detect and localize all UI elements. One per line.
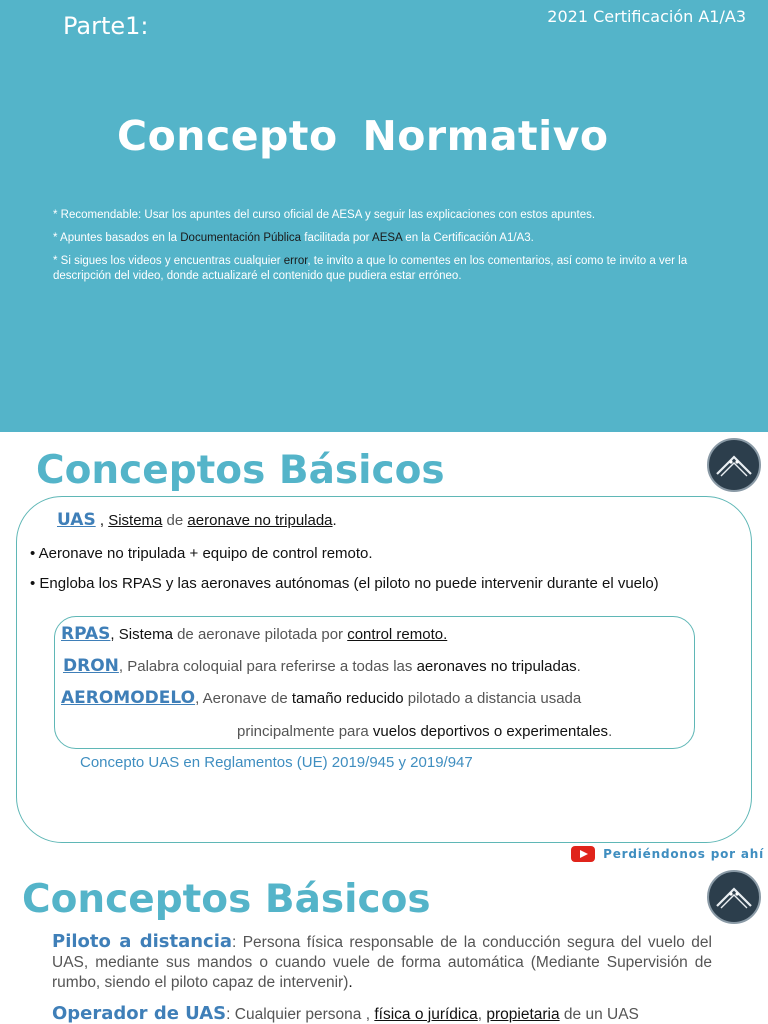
text: vuelos deportivos o experimentales xyxy=(372,723,609,740)
text: aeronave no tripulada xyxy=(187,512,333,529)
note-highlight: AESA xyxy=(372,232,403,244)
rpas-definition xyxy=(61,624,447,644)
aeromodelo-definition-cont xyxy=(237,723,612,740)
regulation-reference: Concepto UAS en Reglamentos (UE) 2019/945 y 2019/947 xyxy=(80,754,473,771)
notes xyxy=(53,208,743,292)
slide-title: Concepto Normativo xyxy=(117,112,609,160)
slide-concepto-normativo xyxy=(0,0,768,432)
bullet-item: • Aeronave no tripulada + equipo de control remoto. xyxy=(30,545,373,562)
slide-conceptos-basicos-2 xyxy=(0,868,768,1024)
text: , xyxy=(110,626,119,643)
text: control remoto. xyxy=(347,626,448,643)
text: , Aeronave de xyxy=(195,690,292,707)
note-highlight: Documentación Pública xyxy=(180,232,302,244)
rpas-term: RPAS xyxy=(61,624,111,644)
text: aeronaves no tripuladas xyxy=(416,658,577,675)
text: tamaño reducido xyxy=(291,690,404,707)
piloto-definition xyxy=(52,932,712,993)
dron-definition xyxy=(63,656,581,676)
slide-title: Conceptos Básicos xyxy=(22,877,431,922)
text: . xyxy=(576,658,581,675)
note-text: * Apuntes basados en la xyxy=(53,232,181,244)
part-label: Parte1: xyxy=(63,12,149,40)
channel-name: Perdiéndonos por ahí xyxy=(603,847,764,861)
slide-conceptos-basicos-1 xyxy=(0,432,768,868)
channel-logo-icon xyxy=(707,870,761,924)
text: pilotado a distancia usada xyxy=(403,690,582,707)
text: , xyxy=(477,1006,487,1023)
slide-title: Conceptos Básicos xyxy=(36,448,445,493)
text: de xyxy=(162,512,188,529)
text: . xyxy=(332,512,337,529)
note-text: en la Certificación A1/A3. xyxy=(402,232,534,244)
piloto-term: Piloto a distancia xyxy=(52,931,233,952)
note-sources xyxy=(53,231,743,246)
aeromodelo-term: AEROMODELO xyxy=(61,688,196,708)
text: Sistema xyxy=(108,512,163,529)
uas-definition xyxy=(57,510,337,530)
uas-term: UAS xyxy=(57,510,96,530)
note-recommendation: * Recomendable: Usar los apuntes del curso oficial de AESA y seguir las explicaciones con estos apuntes. xyxy=(53,209,596,221)
note-text: facilitada por xyxy=(301,232,373,244)
note-text: , te invito a que lo comentes en los comentarios, así como te invito a ver la descripción del video, donde actualizaré el contenido que pudiera estar erróneo. xyxy=(53,255,688,282)
certification-label: 2021 Certificación A1/A3 xyxy=(547,7,746,26)
text: de aeronave pilotada por xyxy=(172,626,348,643)
text: : Cualquier persona , xyxy=(226,1006,375,1023)
bullet-item: • Engloba los RPAS y las aeronaves autónomas (el piloto no puede intervenir durante el vuelo) xyxy=(30,575,659,592)
operador-term: Operador de UAS xyxy=(52,1003,227,1024)
note-highlight: error xyxy=(283,255,308,267)
text: Sistema xyxy=(118,626,173,643)
text: propietaria xyxy=(486,1006,560,1023)
youtube-channel[interactable] xyxy=(571,846,764,862)
dron-term: DRON xyxy=(63,656,119,676)
text: , Palabra coloquial para referirse a todas las xyxy=(118,658,417,675)
note-errors xyxy=(53,254,743,284)
text: de un UAS xyxy=(559,1006,639,1023)
text: física o jurídica xyxy=(374,1006,478,1023)
text: principalmente para xyxy=(237,723,373,740)
aeromodelo-definition xyxy=(61,688,581,708)
text: , xyxy=(95,512,109,529)
youtube-icon xyxy=(571,846,595,862)
text: . xyxy=(348,974,353,991)
operador-definition xyxy=(52,1004,712,1024)
note-text: * Si sigues los videos y encuentras cualquier xyxy=(53,255,284,267)
text: : Persona física responsable de la conducción segura del vuelo del UAS, mediante sus mandos o cuando vuele de forma automática (Mediante Supervisión de rumbo, siendo el piloto capaz de intervenir) xyxy=(52,934,712,991)
channel-logo-icon xyxy=(707,438,761,492)
text: . xyxy=(608,723,613,740)
